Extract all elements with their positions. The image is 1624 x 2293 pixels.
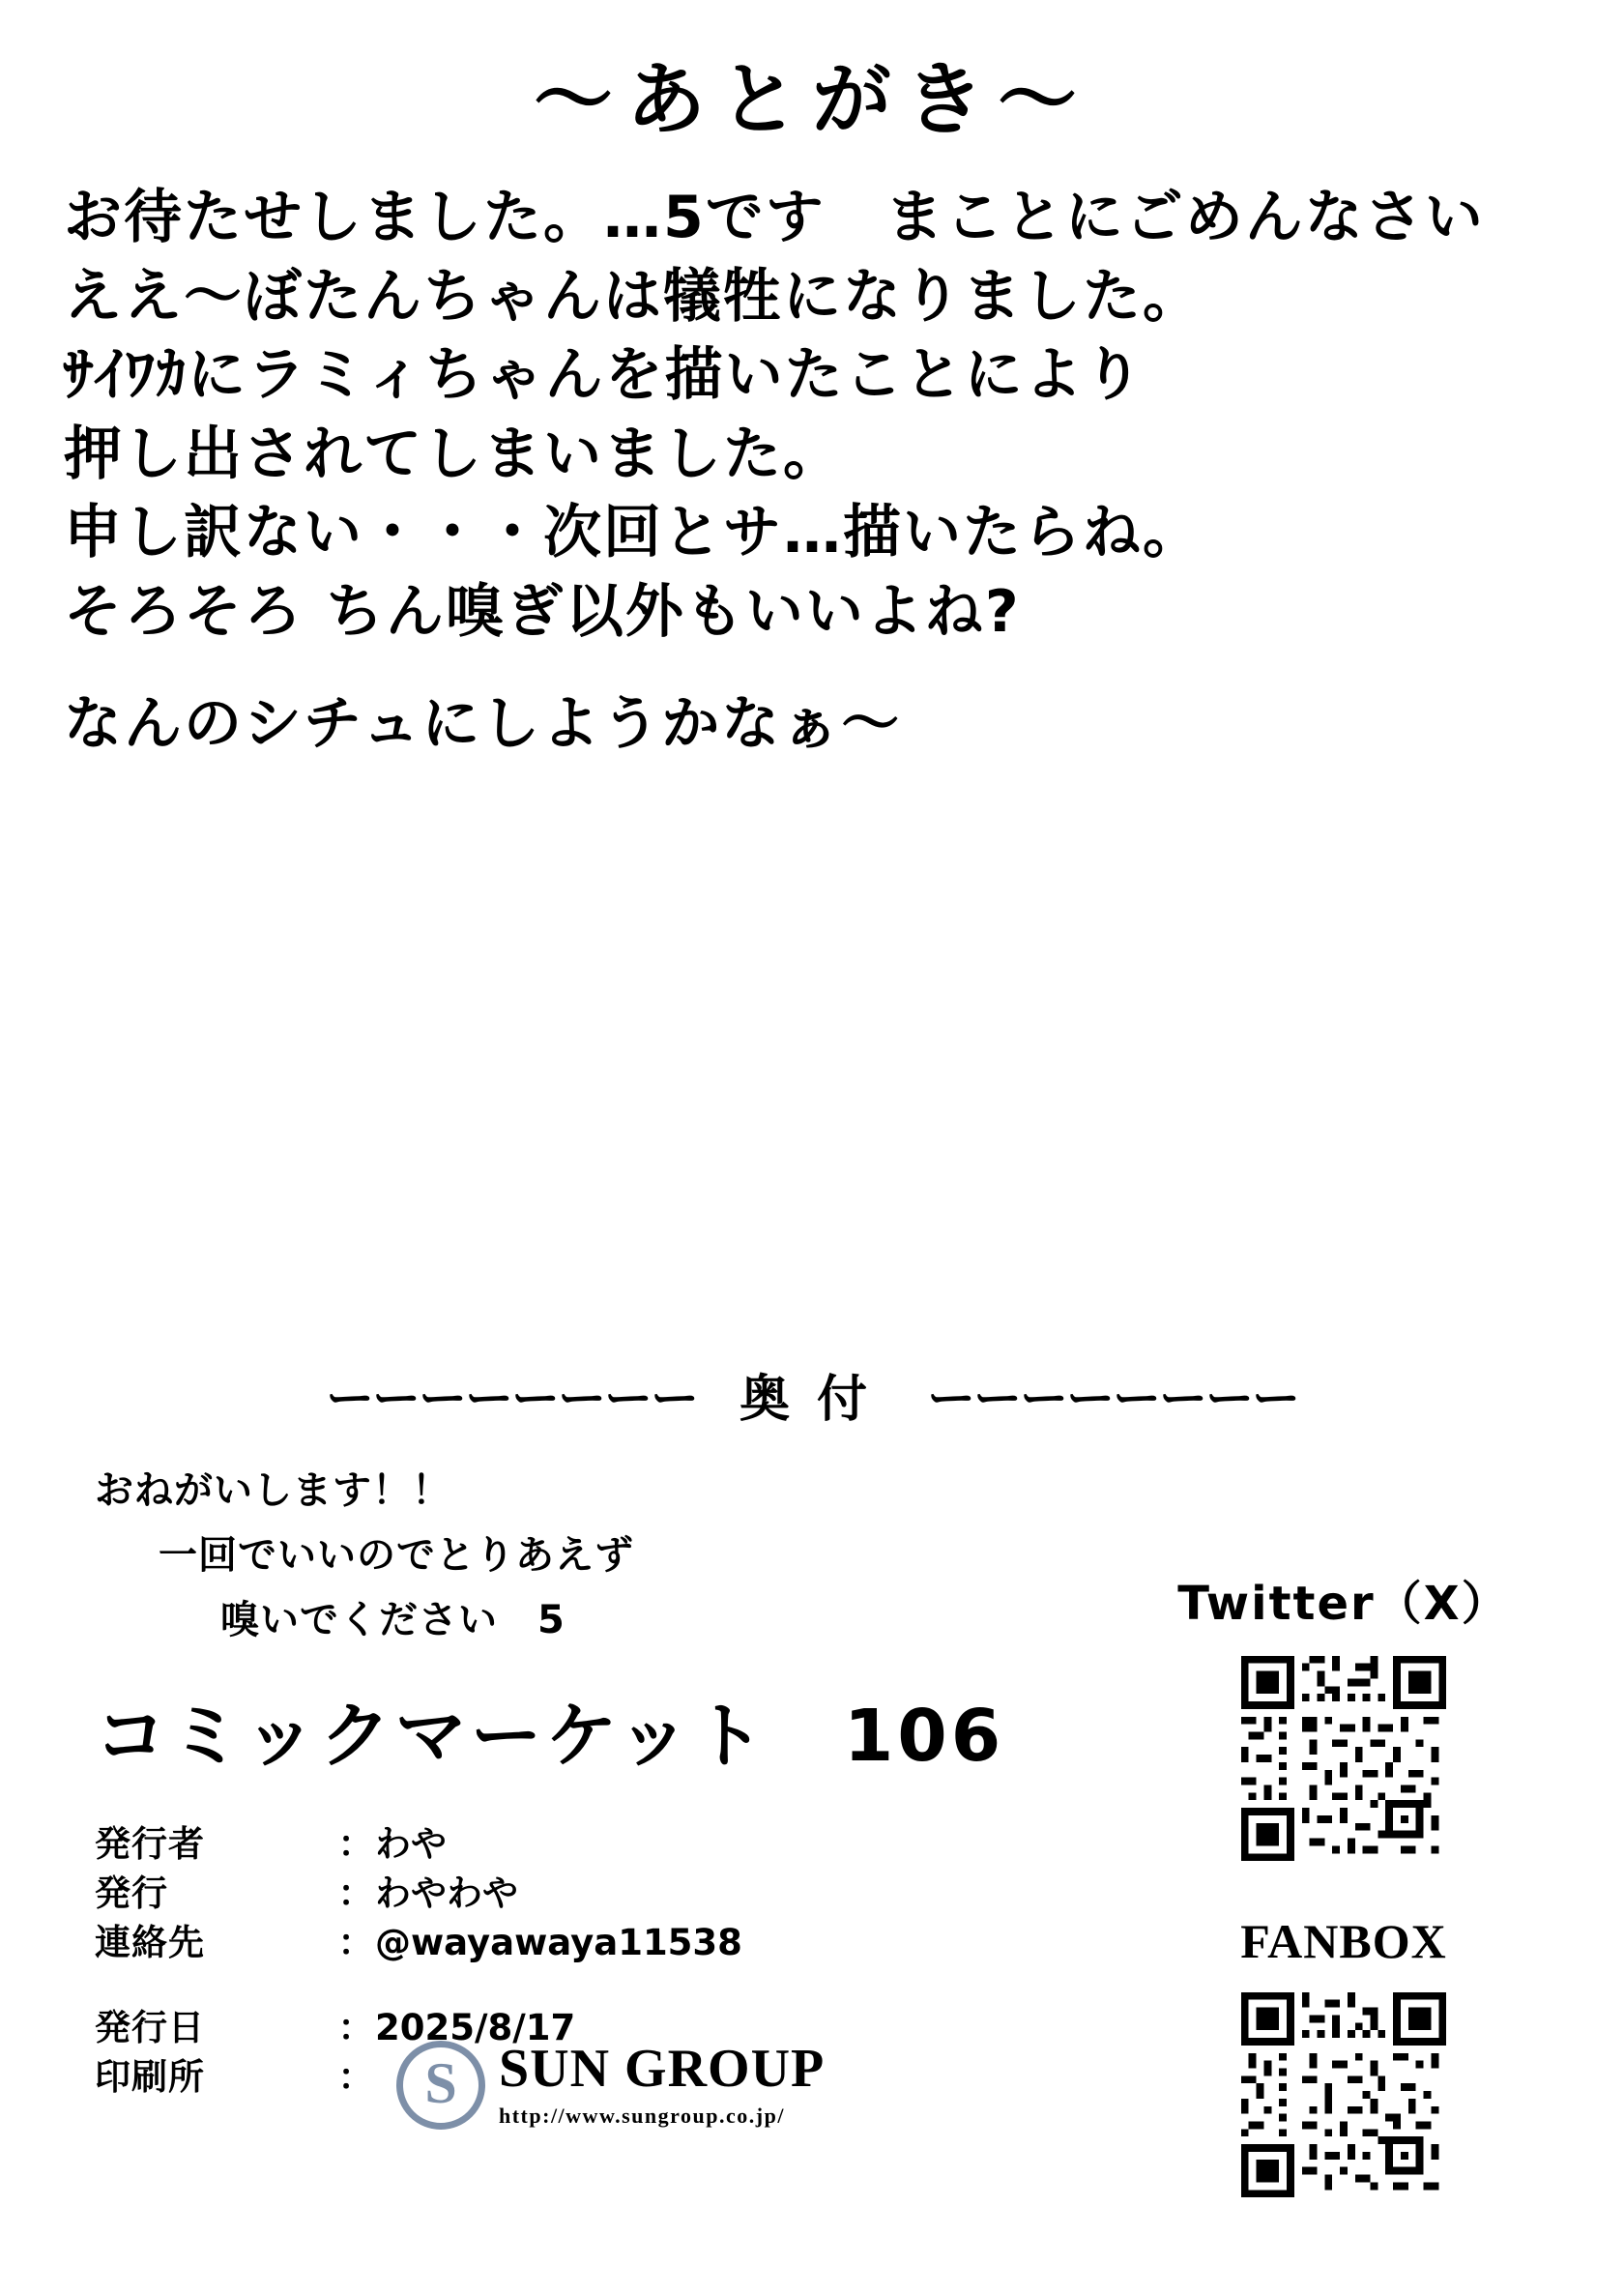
credit-label: 発行 [95, 1872, 168, 1914]
table-row [95, 2053, 825, 2131]
credit-colon: ： [337, 1823, 374, 1865]
work-subtitle-line1: おねがいします！！ [95, 1468, 451, 1513]
afterword-body [64, 179, 1572, 764]
afterword-line: なんのシチュにしようかなぁ〜 [64, 689, 902, 758]
afterword-title: 〜あとがき〜 [533, 54, 1090, 146]
printer-label: 印刷所 [95, 2056, 205, 2099]
event-title: コミックマーケット 106 [95, 1695, 1005, 1778]
work-subtitle-line2: 一回でいいのでとりあえず [159, 1533, 634, 1578]
credit-label: 連絡先 [95, 1921, 205, 1963]
afterword-line: ええ〜ぼたんちゃんは犠牲になりました。 [64, 262, 1203, 331]
table-row [95, 1820, 742, 1870]
colophon-heading: 奥付 [739, 1371, 894, 1429]
twitter-label: Twitter（X） [1177, 1577, 1510, 1631]
afterword-line: ｻｲﾜｶにラミィちゃんを描いたことにより [64, 341, 1145, 410]
sun-group-logo [396, 2038, 826, 2130]
credits-table [95, 1820, 742, 1967]
credit-colon: ： [337, 1921, 374, 1963]
credit-value: わや [375, 1823, 447, 1865]
twitter-qr-code[interactable] [1233, 1648, 1454, 1869]
printer-logo-row [375, 2038, 826, 2130]
qr-spacer [1141, 1869, 1547, 1913]
printer-name: SUN GROUP [499, 2038, 826, 2099]
fanbox-qr-code[interactable] [1233, 1985, 1454, 2205]
pubdate-colon: ： [337, 2007, 374, 2049]
table-row [95, 1919, 742, 1968]
publication-table [95, 2004, 825, 2131]
sun-circle-icon [396, 2041, 485, 2130]
afterword-line: 申し訳ない・・・次回とサ…描いたらね。 [64, 499, 1203, 567]
qr-column [1141, 1566, 1547, 2205]
credit-value-contact: @wayawaya11538 [375, 1921, 742, 1963]
credit-label: 発行者 [95, 1823, 205, 1865]
afterword-line: そろそろ ちん嗅ぎ以外もいいよね? [64, 577, 1021, 646]
colophon-block [95, 1460, 1158, 2131]
pubdate-label: 発行日 [95, 2007, 205, 2049]
pubdate-value: 2025/8/17 [375, 2007, 576, 2049]
afterword-spacer [64, 653, 1572, 685]
sun-group-text-wrap [499, 2038, 826, 2130]
fanbox-label: FANBOX [1240, 1914, 1447, 1968]
printer-url: http://www.sungroup.co.jp/ [499, 2103, 785, 2128]
work-subtitle-line3: 嗅いでください 5 [220, 1598, 566, 1642]
colophon-divider [0, 1358, 1624, 1431]
afterword-line: 押し出されてしまいました。 [64, 420, 843, 488]
printer-cell [375, 2038, 826, 2131]
divider-dash-right: ーーーーーーーー [927, 1370, 1298, 1427]
credit-value: わやわや [375, 1872, 518, 1914]
printer-colon: ： [337, 2056, 374, 2099]
divider-dash-left: ーーーーーーーー [325, 1370, 697, 1427]
afterword-line: お待たせしました。…5です まことにごめんなさい [64, 184, 1485, 251]
credit-colon: ： [337, 1872, 374, 1914]
table-row [95, 1870, 742, 1919]
